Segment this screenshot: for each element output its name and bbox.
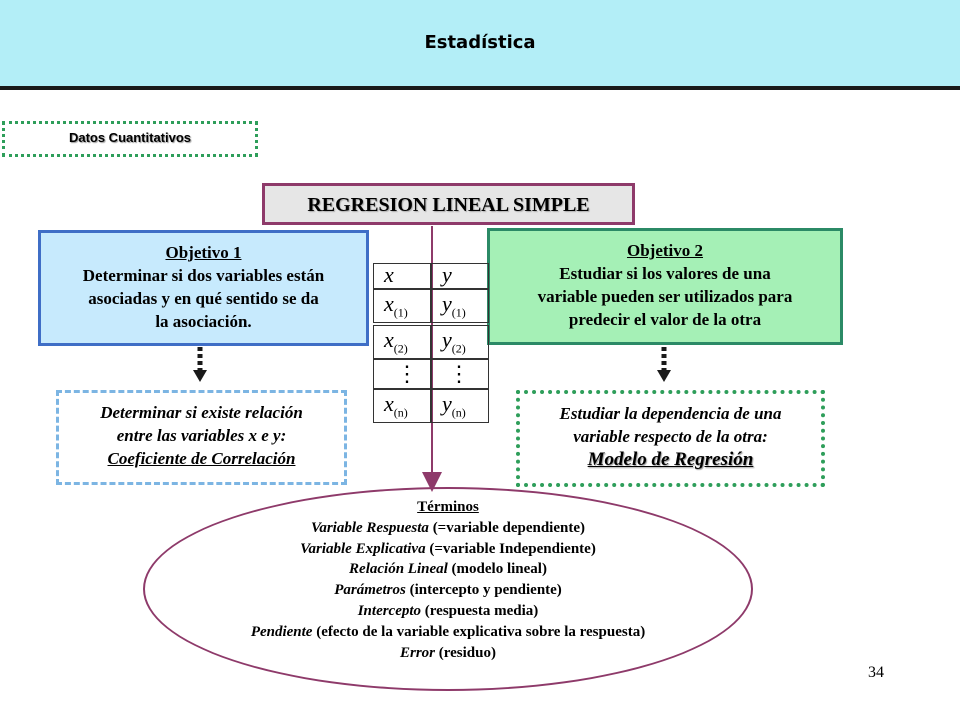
termino-item: Parámetros (intercepto y pendiente) <box>334 582 562 599</box>
header-title: Estadística <box>424 32 536 53</box>
terminos-list <box>143 497 753 663</box>
table-cell-y-ellipsis: ⋮ <box>431 359 489 389</box>
correlacion-line: entre las variables x e y: <box>116 426 287 445</box>
table-cell-xn: $x_{(n)}$ <box>373 389 431 423</box>
termino-item: Relación Lineal (modelo lineal) <box>349 561 547 578</box>
page-number: 34 <box>868 664 884 681</box>
regresion-model-line: variable respecto de la otra: <box>573 427 768 446</box>
modelo-regresion-label: Modelo de Regresión <box>587 449 754 470</box>
left-arrow-head <box>193 370 207 382</box>
objetivo-2-line: variable pueden ser utilizados para <box>537 287 793 306</box>
objetivo-1-line: asociadas y en qué sentido se da <box>88 289 319 308</box>
termino-item: Variable Respuesta (=variable dependiente) <box>311 519 585 536</box>
termino-item: Error (residuo) <box>399 644 496 661</box>
right-arrow-head <box>657 370 671 382</box>
objetivo-2-line: Estudiar si los valores de una <box>559 264 771 283</box>
termino-item: Intercepto (respuesta media) <box>357 602 539 619</box>
termino-item: Variable Explicativa (=variable Independiente) <box>300 540 596 557</box>
table-cell-x-ellipsis: ⋮ <box>373 359 431 389</box>
regresion-model-line: Estudiar la dependencia de una <box>559 404 782 423</box>
termino-item: Pendiente (efecto de la variable explicativa sobre la respuesta) <box>250 623 646 640</box>
datos-cuantitativos-box: Datos Cuantitativos <box>2 121 258 157</box>
regresion-model-box <box>516 390 825 487</box>
table-cell-y1: $y_{(1)}$ <box>431 289 489 323</box>
objetivo-1-box <box>38 230 369 346</box>
correlacion-box <box>56 390 347 485</box>
table-header-x: x <box>373 263 431 289</box>
table-cell-yn: $y_{(n)}$ <box>431 389 489 423</box>
table-cell-x1: $x_{(1)}$ <box>373 289 431 323</box>
terminos-heading: Términos <box>417 499 479 515</box>
table-header-y: y <box>431 263 489 289</box>
coeficiente-correlacion-label: Coeficiente de Correlación <box>107 449 296 468</box>
objetivo-1-line: Determinar si dos variables están <box>82 266 325 285</box>
objetivo-2-heading: Objetivo 2 <box>626 241 704 260</box>
table-cell-y2: $y_{(2)}$ <box>431 325 489 359</box>
objetivo-2-line: predecir el valor de la otra <box>568 310 762 329</box>
objetivo-1-heading: Objetivo 1 <box>165 243 242 262</box>
correlacion-line: Determinar si existe relación <box>100 403 303 422</box>
regresion-title-box: REGRESION LINEAL SIMPLE <box>262 183 635 225</box>
objetivo-1-line: la asociación. <box>155 312 252 331</box>
table-cell-x2: $x_{(2)}$ <box>373 325 431 359</box>
objetivo-2-box <box>487 228 843 345</box>
